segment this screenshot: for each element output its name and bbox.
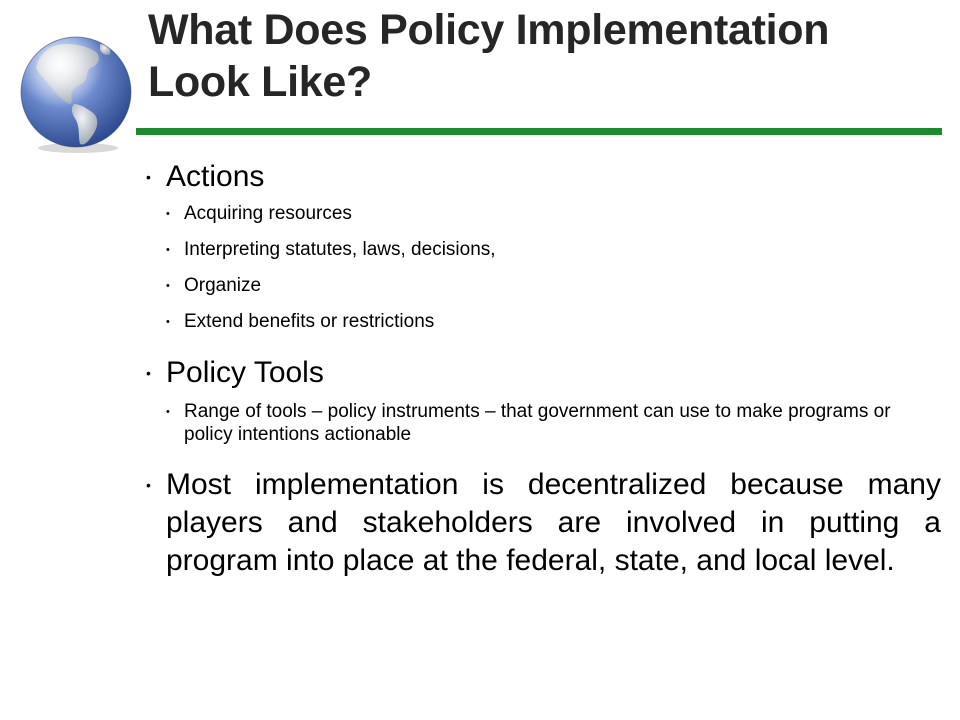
bullet-actions-heading: Actions <box>166 160 265 193</box>
sub-bullet-text: Interpreting statutes, laws, decisions, <box>184 239 496 260</box>
bullet-dot: • <box>166 406 170 418</box>
sub-bullet <box>166 238 941 262</box>
sub-bullet <box>166 400 941 446</box>
globe-icon <box>14 32 138 156</box>
bullet-decentralized <box>146 466 941 580</box>
bullet-dot: • <box>166 280 170 292</box>
bullet-policy-tools <box>146 356 941 390</box>
bullet-dot: • <box>146 365 151 381</box>
slide-body <box>146 160 941 580</box>
bullet-dot: • <box>166 244 170 256</box>
slide-title <box>148 4 938 108</box>
bullet-actions <box>146 160 941 194</box>
sub-bullet-text: Extend benefits or restrictions <box>184 311 435 332</box>
title-line-1: What Does Policy Implementation <box>148 6 830 54</box>
sub-bullet <box>166 310 941 334</box>
sub-bullet-text: Range of tools – policy instruments – that government can use to make programs or policy intentions actionable <box>184 401 891 445</box>
policy-tools-section <box>146 356 941 446</box>
bullet-dot: • <box>146 477 151 493</box>
bullet-decentralized-text: Most implementation is decentralized because many players and stakeholders are involved in putting a program into place at the federal, state, and local level. <box>166 468 941 577</box>
sub-bullet-text: Organize <box>184 275 262 296</box>
bullet-dot: • <box>166 208 170 220</box>
bullet-policy-tools-heading: Policy Tools <box>166 356 324 389</box>
sub-bullet <box>166 202 941 226</box>
sub-bullet <box>166 274 941 298</box>
title-line-2: Look Like? <box>148 58 372 106</box>
sub-bullet-text: Acquiring resources <box>184 203 352 224</box>
title-underline <box>136 128 942 135</box>
bullet-dot: • <box>146 169 151 185</box>
bullet-dot: • <box>166 316 170 328</box>
